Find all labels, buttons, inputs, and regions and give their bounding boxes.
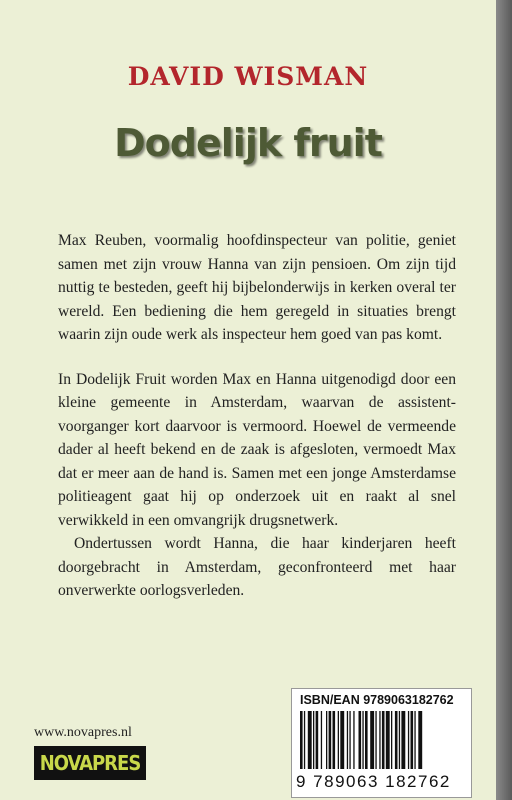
page-edge [496,0,512,800]
publisher-url: www.novapres.nl [34,725,132,740]
barcode-bar [386,711,390,769]
barcode-bar [391,711,392,769]
barcode-bar [353,711,354,769]
blurb-text [58,229,456,603]
barcode-bar [316,711,319,769]
barcode-icon [300,711,464,769]
barcode-bar [379,711,380,769]
barcode-bar [382,711,385,769]
barcode-bar [408,711,409,769]
isbn-label: ISBN/EAN 9789063182762 [300,693,454,707]
barcode-bar [308,711,312,769]
barcode-bar [329,711,332,769]
barcode-bar [349,711,350,769]
barcode-bar [370,711,374,769]
blurb-paragraph-2: In Dodelijk Fruit worden Max en Hanna uitgenodigd door een kleine gemeente in Amsterdam, waarvan de assistent-voorganger kort daarvoor is vermoord. Hoewel de vermeende dader al heeft bekend en de zaak is afgesloten, vermoedt Max dat er meer aan de hand is. Samen met een jonge Amsterdamse politieagent gaat hij op onderzoek uit en raakt al snel verwikkeld in een omvangrijk drugsnetwerk. [58,370,456,529]
publisher-logo [34,746,146,780]
barcode-bar [347,711,348,769]
barcode-bar [414,711,415,769]
barcode-bar [333,711,336,769]
barcode-bar [395,711,398,769]
book-title: Dodelijk fruit [114,121,382,165]
barcode-bar [362,711,363,769]
blurb-paragraph-1: Max Reuben, voormalig hoofdinspecteur van politie, geniet samen met zijn vrouw Hanna van zijn pensioen. Om zijn tijd nuttig te besteden, geeft hij bijbelonderwijs in kerken overal ter wereld. Een bediening die hem geregeld in situaties brengt waarin zijn oude werk als inspecteur hem goed van pas komt. [58,232,456,343]
barcode-bar [411,711,414,769]
barcode-bar [326,711,327,769]
barcode-bar [304,711,305,769]
barcode-bar [399,711,400,769]
barcode-digits: 9 789063 182762 [296,772,451,791]
barcode-bar [365,711,368,769]
author-name: DAVID WISMAN [127,62,369,91]
barcode-bar [338,711,339,769]
barcode-bar [359,711,362,769]
barcode-bar [401,711,405,769]
barcode-bar [300,711,303,769]
barcode-bar [340,711,344,769]
blurb-paragraph-3: Ondertussen wordt Hanna, die haar kinderjaren heeft doorgebracht in Amsterdam, geconfronteerd met haar onverwerkte oorlogsverleden. [58,535,456,599]
barcode-bar [418,711,422,769]
barcode-bar [321,711,322,769]
publisher-logo-text: NOVAPRES [39,751,141,775]
barcode-bar [375,711,376,769]
barcode-bar [313,711,314,769]
